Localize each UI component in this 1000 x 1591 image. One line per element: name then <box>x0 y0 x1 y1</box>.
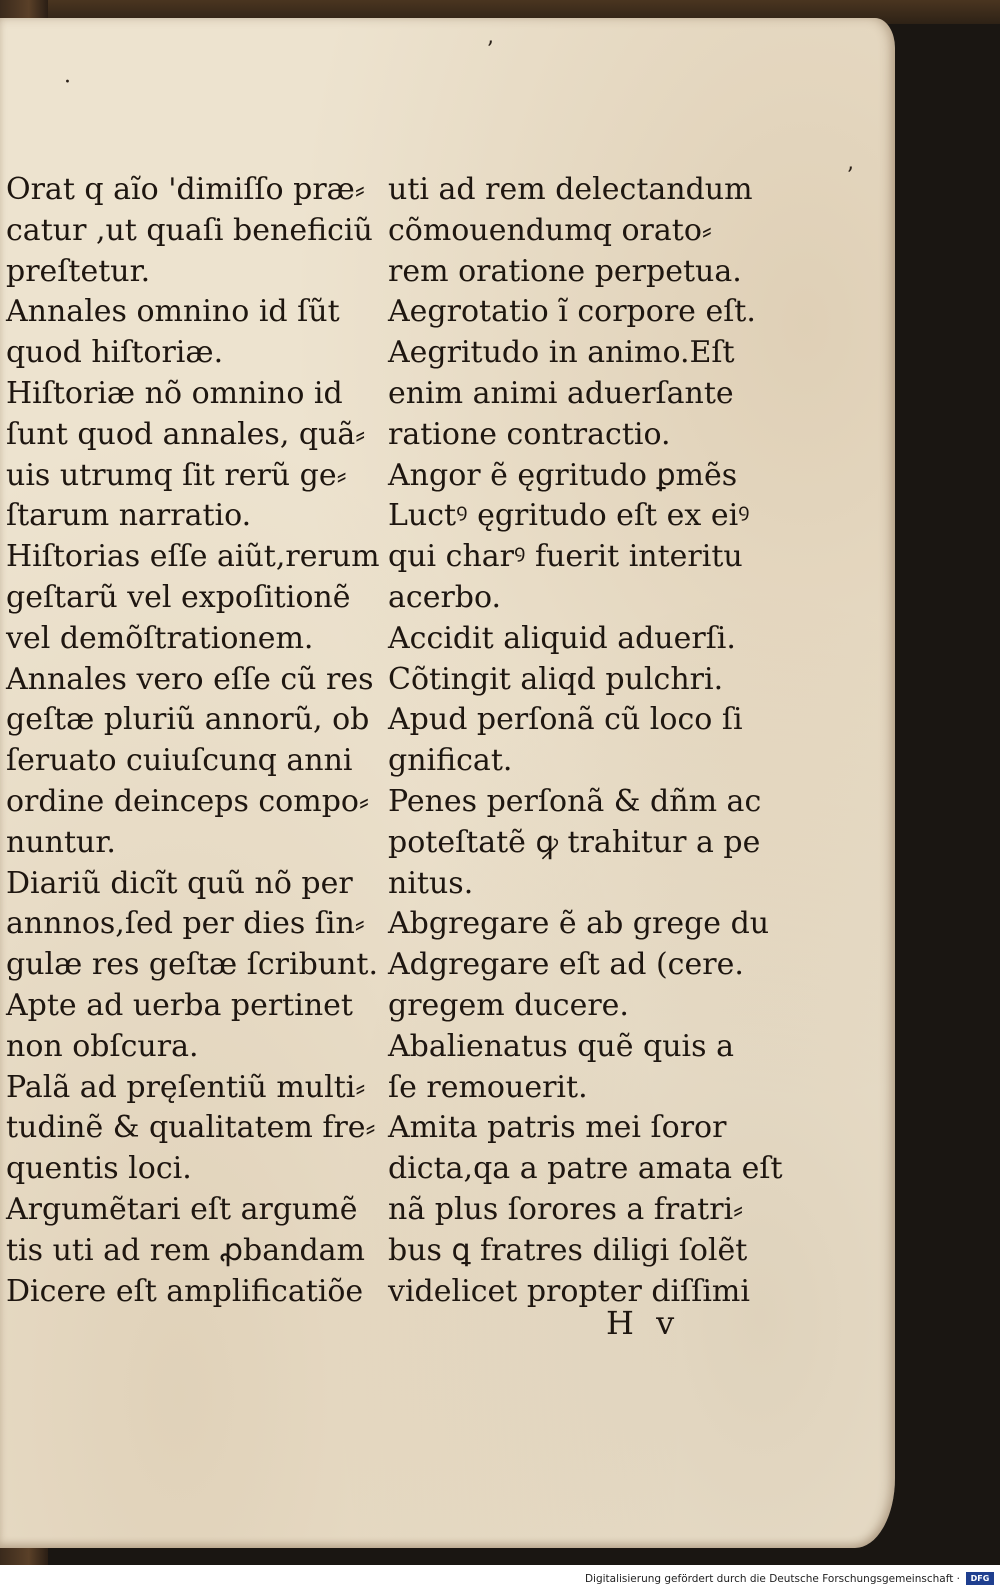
text-line: Orat q aĩo 'dimiſſo præ⸗ <box>6 172 365 207</box>
text-line: Angor ẽ ęgritudo ꝑmẽs <box>388 457 738 493</box>
text-line: geſtarũ vel expoſitionẽ <box>6 579 351 615</box>
left-text-column <box>6 170 386 1312</box>
book-page <box>0 18 895 1548</box>
text-line: enim animi aduerſante <box>388 375 734 411</box>
text-line: videlicet propter diſſimi <box>388 1273 750 1309</box>
text-line: Abgregare ẽ ab grege du <box>388 906 770 942</box>
text-line: quod hiſtoriæ. <box>6 335 224 371</box>
text-line: ordine deinceps compo⸗ <box>6 783 369 819</box>
text-line: ſtarum narratio. <box>6 498 252 534</box>
text-line: tudinẽ & qualitatem fre⸗ <box>6 1110 376 1146</box>
text-line: nitus. <box>388 865 474 901</box>
text-line: Annales omnino id ſũt <box>6 294 340 330</box>
dfg-logo: DFG <box>966 1572 994 1585</box>
text-line: tis uti ad rem ꝓbandam <box>6 1232 365 1268</box>
text-line: vel demõſtrationem. <box>6 620 314 656</box>
text-line: non obſcura. <box>6 1028 199 1064</box>
text-line: qui charꝰ fuerit interitu <box>388 539 743 575</box>
text-line: annnos,ſed per dies ſin⸗ <box>6 906 365 942</box>
text-line: Abalienatus quẽ quis a <box>388 1028 734 1064</box>
signature-mark: H v <box>606 1304 681 1342</box>
text-line: gulæ res geſtæ ſcribunt. <box>6 947 379 983</box>
text-line: bus ꝗ fratres diligi ſolẽt <box>388 1232 748 1268</box>
text-line: Diariũ dicĩt quũ nõ per <box>6 865 353 901</box>
text-line: gregem ducere. <box>388 987 629 1023</box>
text-line: Penes perſonã & dñm ac <box>388 783 762 819</box>
text-line: cõmouendumq orato⸗ <box>388 212 712 248</box>
text-line: Aegrotatio ĩ corpore eſt. <box>388 294 756 330</box>
text-line: Apte ad uerba pertinet <box>6 987 353 1023</box>
text-line: Dicere eſt amplificatiõe <box>6 1273 364 1309</box>
text-line: gnificat. <box>388 743 513 779</box>
text-line: ſeruato cuiuſcunq anni <box>6 743 353 779</box>
text-line: uis utrumq ſit rerũ ge⸗ <box>6 457 347 493</box>
funding-credit: Digitalisierung gefördert durch die Deutsche Forschungsgemeinschaft · <box>584 1573 960 1585</box>
text-line: Cõtingit aliqd pulchri. <box>388 661 724 697</box>
text-line: Adgregare eſt ad (cere. <box>388 947 744 983</box>
text-line: Hiſtoriæ nõ omnino id <box>6 375 343 411</box>
text-line: uti ad rem delectandum <box>388 172 753 207</box>
text-line: Amita patris mei ſoror <box>388 1110 727 1146</box>
text-line: catur ,ut quaſi beneficiũ <box>6 212 373 248</box>
ink-speck: ʼ <box>486 38 493 63</box>
text-line: Aegritudo in animo.Eſt <box>388 335 735 371</box>
text-line: dicta,qa a patre amata eſt <box>388 1151 783 1187</box>
text-line: Annales vero eſſe cũ res <box>6 661 374 697</box>
text-line: acerbo. <box>388 579 502 615</box>
digitization-footer <box>0 1565 1000 1591</box>
text-line: Hiſtorias eſſe aiũt,rerum <box>6 539 380 575</box>
text-line: Apud perſonã cũ loco ſi <box>388 702 743 738</box>
text-line: nuntur. <box>6 824 116 860</box>
text-line: Accidit aliquid aduerſi. <box>388 620 736 656</box>
ink-speck: · <box>64 70 71 95</box>
text-line: Palã ad pręſentiũ multi⸗ <box>6 1069 366 1105</box>
text-line: nã plus ſorores a fratri⸗ <box>388 1191 744 1227</box>
right-text-column <box>388 170 788 1312</box>
text-line: Argumẽtari eſt argumẽ <box>6 1191 358 1227</box>
text-line: ratione contractio. <box>388 416 671 452</box>
text-line: Luctꝰ ęgritudo eſt ex eiꝰ <box>388 498 750 534</box>
text-line: poteſtatẽ ꝙ trahitur a pe <box>388 824 761 860</box>
text-line: preſtetur. <box>6 253 151 289</box>
text-line: ſe remouerit. <box>388 1069 588 1105</box>
ink-speck: ʼ <box>846 164 853 189</box>
text-line: ſunt quod annales, quã⸗ <box>6 416 366 452</box>
text-line: rem oratione perpetua. <box>388 253 742 289</box>
text-line: quentis loci. <box>6 1151 192 1187</box>
text-line: geſtæ pluriũ annorũ, ob <box>6 702 370 738</box>
